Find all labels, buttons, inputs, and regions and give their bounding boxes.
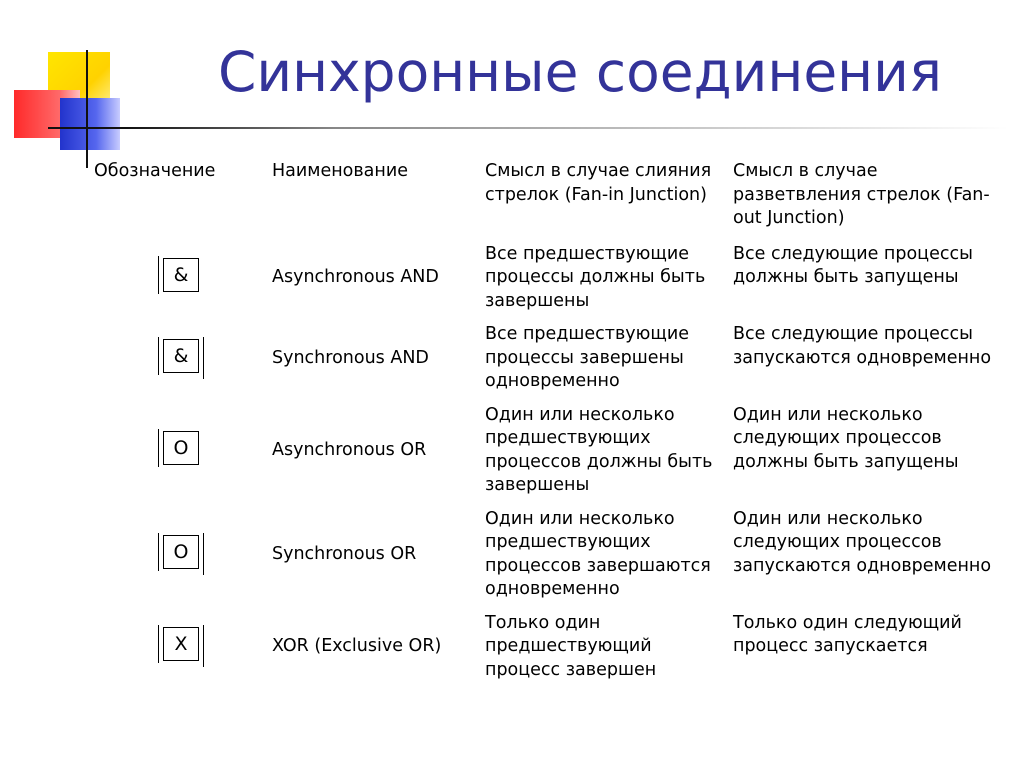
symbol-glyph: O [173,436,189,459]
slide-title: Синхронные соединения [218,40,942,104]
fan-out-meaning: Все следующие процессы запускаются одновременно [733,324,992,368]
symbol-glyph: & [173,264,189,286]
table-row [88,323,997,404]
fan-in-meaning: Только один предшествующий процесс завершен [485,612,657,680]
header-fan-out: Смысл в случае разветвления стрелок (Fan-out Junction) [733,161,990,228]
symbol-cell [88,508,268,612]
symbol-cell [88,404,268,508]
symbol-glyph: X [174,633,188,655]
xor-junction-icon [160,625,196,661]
sync-and-junction-icon [160,337,196,373]
fan-in-meaning: Один или несколько предшествующих процессов завершаются одновременно [485,508,711,599]
symbol-glyph: & [173,344,189,367]
symbol-glyph: O [173,540,189,563]
junction-name: Asynchronous OR [272,439,427,460]
symbol-cell [88,323,268,404]
header-designation: Обозначение [94,161,216,181]
fan-out-meaning: Все следующие процессы должны быть запущены [733,243,973,287]
fan-in-meaning: Все предшествующие процессы должны быть завершены [485,243,706,311]
fan-out-meaning: Один или несколько следующих процессов должны быть запущены [733,404,959,472]
async-and-junction-icon [160,256,196,292]
sync-or-junction-icon [160,533,196,569]
table-row [88,612,997,693]
decor-blue-square [60,98,120,150]
symbol-cell [88,243,268,324]
header-fan-in: Смысл в случае слияния стрелок (Fan-in Junction) [485,161,712,205]
symbol-cell [88,612,268,693]
junction-name: Synchronous OR [272,543,417,564]
junction-table [88,160,997,692]
async-or-junction-icon [160,429,196,465]
fan-out-meaning: Один или несколько следующих процессов запускаются одновременно [733,508,992,576]
junction-name: Synchronous AND [272,347,429,368]
table-header-row [88,160,997,243]
fan-in-meaning: Все предшествующие процессы завершены одновременно [485,324,689,391]
junction-name: Asynchronous AND [272,267,439,287]
table-row [88,243,997,324]
fan-out-meaning: Только один следующий процесс запускается [733,612,962,656]
decor-vertical-line [86,50,88,168]
header-name: Наименование [272,161,408,181]
table-row [88,508,997,612]
table-row [88,404,997,508]
decor-horizontal-line [48,127,1008,129]
fan-in-meaning: Один или несколько предшествующих процессов должны быть завершены [485,404,713,495]
junction-name: XOR (Exclusive OR) [272,636,442,656]
